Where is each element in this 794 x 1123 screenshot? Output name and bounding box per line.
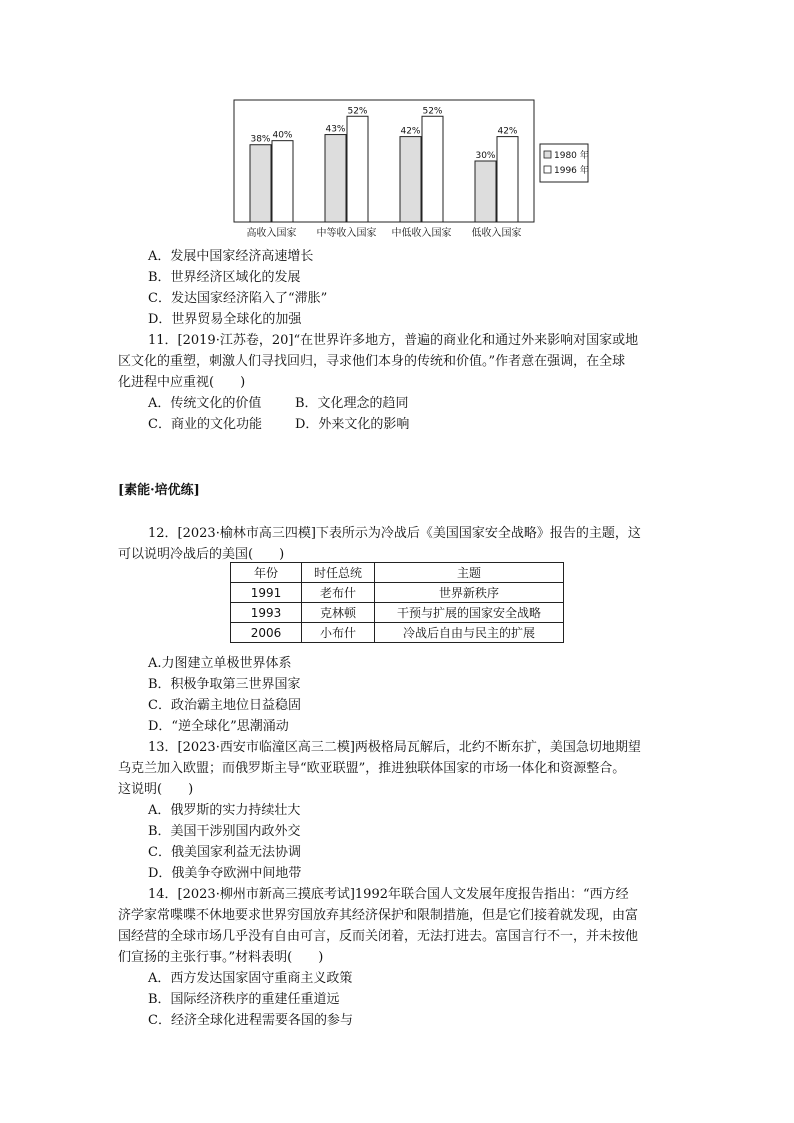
q11-option-a[interactable]: A．传统文化的价值: [148, 396, 262, 411]
q11-option-b[interactable]: B．文化理念的趋同: [295, 396, 409, 411]
income-bar-chart: [226, 96, 596, 246]
section-title: [素能·培优练]: [118, 483, 200, 498]
q11-option-c[interactable]: C．商业的文化功能: [148, 417, 262, 432]
bar-1996-1: [347, 116, 368, 222]
q12-option-a[interactable]: A.力图建立单极世界体系: [148, 656, 292, 671]
x-tick-label: 高收入国家: [246, 228, 297, 239]
q10-option-d[interactable]: D．世界贸易全球化的加强: [148, 312, 302, 327]
q11-stem-line-2: 区文化的重塑，刺激人们寻找回归，寻求他们本身的传统和价值。”作者意在强调，在全球: [118, 354, 626, 369]
q10-option-a[interactable]: A．发展中国家经济高速增长: [148, 249, 314, 264]
bar-value-label: 40%: [272, 130, 293, 141]
bar-1996-3: [497, 137, 518, 222]
q11-stem-line-3: 化进程中应重视( ): [118, 375, 246, 390]
table-header-year: 年份: [231, 563, 302, 583]
q10-option-c[interactable]: C．发达国家经济陷入了“滞胀”: [148, 291, 328, 306]
q10-option-b[interactable]: B．世界经济区域化的发展: [148, 270, 301, 285]
q13-option-a[interactable]: A．俄罗斯的实力持续壮大: [148, 803, 301, 818]
table-cell: 干预与扩展的国家安全战略: [375, 603, 564, 623]
q14-option-b[interactable]: B．国际经济秩序的重建任重道远: [148, 992, 340, 1007]
legend-box: [540, 144, 588, 182]
q14-stem-line-1: 14．[2023·柳州市新高三摸底考试]1992年联合国人文发展年度报告指出：“西方经: [148, 887, 629, 902]
q14-option-c[interactable]: C．经济全球化进程需要各国的参与: [148, 1013, 353, 1028]
table-header-president: 时任总统: [302, 563, 375, 583]
q12-option-d[interactable]: D．“逆全球化”思潮涌动: [148, 719, 289, 734]
legend-label: 1980 年: [554, 151, 589, 161]
q12-option-c[interactable]: C．政治霸主地位日益稳固: [148, 698, 301, 713]
q12-table: [230, 562, 564, 643]
q12-option-b[interactable]: B．积极争取第三世界国家: [148, 677, 301, 692]
table-cell: 世界新秩序: [375, 583, 564, 603]
bar-1980-2: [400, 137, 421, 222]
table-header-row: [231, 563, 564, 583]
q14-stem-line-4: 们宣扬的主张行事。”材料表明( ): [118, 950, 324, 965]
bar-1980-1: [325, 135, 346, 222]
q11-stem-line-1: 11．[2019·江苏卷，20]“在世界许多地方，普遍的商业化和通过外来影响对国家或地: [148, 333, 639, 348]
table-cell: 1993: [231, 603, 302, 623]
q13-stem-line-1: 13．[2023·西安市临潼区高三二模]两极格局瓦解后，北约不断东扩，美国急切地期望: [148, 740, 641, 755]
bar-1980-0: [250, 145, 271, 222]
bar-1980-3: [475, 161, 496, 222]
q14-stem-line-2: 济学家常喋喋不休地要求世界穷国放弃其经济保护和限制措施，但是它们接着就发现，由富: [118, 908, 639, 923]
table-cell: 小布什: [302, 623, 375, 643]
bar-1996-2: [422, 116, 443, 222]
bar-value-label: 43%: [325, 124, 346, 135]
table-cell: 克林顿: [302, 603, 375, 623]
legend-swatch: [544, 166, 551, 173]
q14-option-a[interactable]: A．西方发达国家固守重商主义政策: [148, 971, 353, 986]
x-tick-label: 中低收入国家: [391, 228, 452, 239]
q13-option-b[interactable]: B．美国干涉别国内政外交: [148, 824, 301, 839]
table-cell: 2006: [231, 623, 302, 643]
x-tick-label: 中等收入国家: [316, 228, 377, 239]
q11-option-d[interactable]: D．外来文化的影响: [295, 417, 410, 432]
legend-label: 1996 年: [554, 166, 589, 176]
q13-option-d[interactable]: D．俄美争夺欧洲中间地带: [148, 866, 302, 881]
q12-stem-line-1: 12．[2023·榆林市高三四模]下表所示为冷战后《美国国家安全战略》报告的主题，这: [148, 526, 641, 541]
table-cell: 1991: [231, 583, 302, 603]
legend-swatch: [544, 151, 551, 158]
table-cell: 老布什: [302, 583, 375, 603]
q13-stem-line-2: 乌克兰加入欧盟；而俄罗斯主导“欧亚联盟”，推进独联体国家的市场一体化和资源整合。: [118, 761, 626, 776]
bar-value-label: 42%: [497, 126, 518, 137]
bar-1996-0: [272, 141, 293, 222]
bar-value-label: 42%: [400, 126, 421, 137]
table-row: [231, 583, 564, 603]
table-header-theme: 主题: [375, 563, 564, 583]
q14-stem-line-3: 国经营的全球市场几乎没有自由可言，反而关闭着，无法打进去。富国言行不一，并未按他: [118, 929, 639, 944]
q13-stem-line-3: 这说明( ): [118, 782, 194, 797]
q12-stem-line-2: 可以说明冷战后的美国( ): [118, 547, 285, 562]
table-cell: 冷战后自由与民主的扩展: [375, 623, 564, 643]
bar-value-label: 52%: [347, 106, 368, 117]
bar-value-label: 38%: [250, 134, 271, 145]
table-row: [231, 623, 564, 643]
bar-value-label: 52%: [422, 106, 443, 117]
q13-option-c[interactable]: C．俄美国家利益无法协调: [148, 845, 301, 860]
x-tick-label: 低收入国家: [471, 228, 522, 239]
table-row: [231, 603, 564, 623]
bar-value-label: 30%: [475, 151, 496, 161]
